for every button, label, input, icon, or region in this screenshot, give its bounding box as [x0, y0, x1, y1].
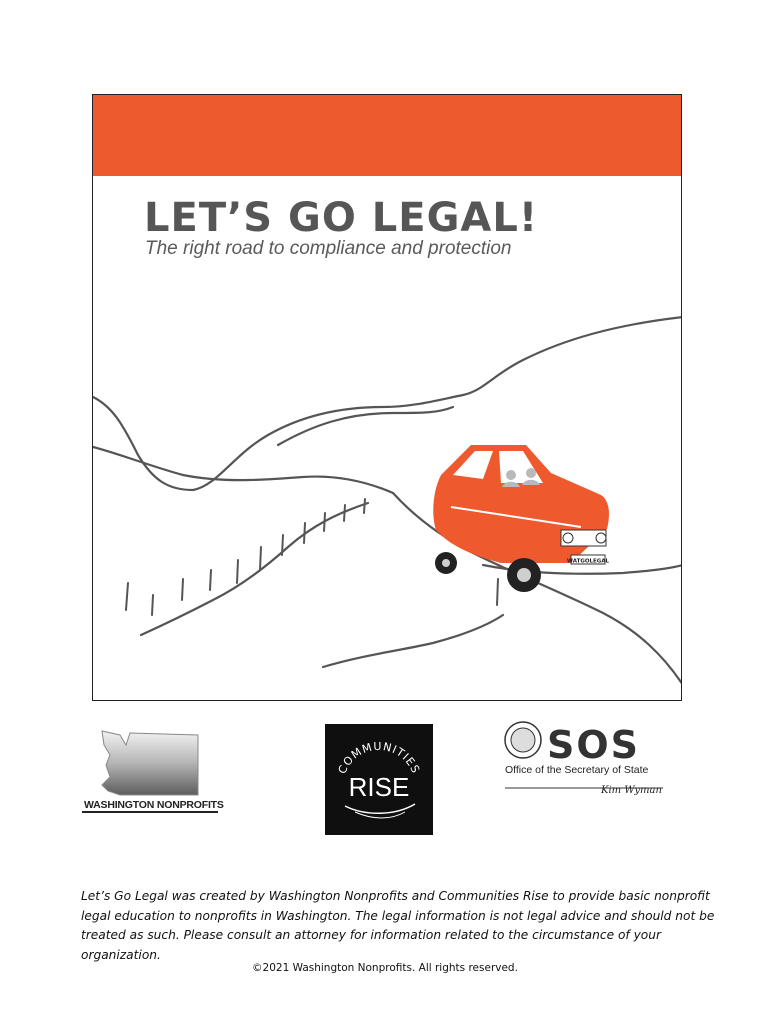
signature: Kim Wyman	[601, 785, 662, 796]
road-illustration	[93, 95, 682, 701]
fence-post	[344, 505, 345, 521]
orange-car	[433, 445, 609, 592]
fence-post	[282, 535, 283, 555]
fence-post	[324, 513, 325, 531]
passenger	[526, 468, 536, 478]
fence-post	[210, 570, 211, 590]
secretary-of-state-logo	[503, 720, 673, 800]
mountain-line-mid	[278, 407, 453, 445]
passenger	[506, 470, 516, 480]
car-hubcap	[442, 559, 450, 567]
headlight	[596, 533, 606, 543]
mountain-line-far	[93, 317, 682, 490]
road-shoulder	[141, 503, 368, 635]
fence-post	[304, 523, 305, 543]
disclaimer-text: Let’s Go Legal was created by Washington Nonprofits and Communities Rise to provide basic nonprofit legal education to nonprofits in Washington. The legal information is not legal advice and should not be treated as such. Please consult an attorney for information related to the circumstance of your organization.	[81, 889, 715, 962]
cover-title: LET’S GO LEGAL!	[144, 195, 539, 241]
washington-state-icon	[80, 725, 220, 800]
fence-post	[237, 560, 238, 583]
car-hubcap	[517, 568, 531, 582]
fence-post	[260, 547, 261, 570]
communities-rise-logo	[325, 724, 433, 835]
logo-underline	[82, 811, 218, 813]
sos-tagline: Office of the Secretary of State	[505, 764, 649, 776]
fence-post	[126, 583, 128, 610]
headlight	[563, 533, 573, 543]
fence-post	[182, 579, 183, 600]
washington-nonprofits-logo	[80, 725, 224, 815]
sos-letters: SOS	[547, 723, 641, 767]
cover-subtitle: The right road to compliance and protection	[145, 238, 512, 259]
road-edge-lower	[323, 615, 503, 667]
cover-image	[92, 94, 682, 701]
copyright-text: ©2021 Washington Nonprofits. All rights reserved.	[252, 962, 518, 974]
rise-text: RISE	[348, 772, 410, 802]
fence-post	[497, 579, 498, 605]
fence-post	[364, 499, 365, 513]
fence-post	[152, 595, 153, 615]
washington-nonprofits-label: WASHINGTON NONPROFITS	[84, 799, 224, 811]
license-plate-text: WATGOLEGAL	[566, 558, 610, 565]
communities-arc-text: COMMUNITIES	[335, 739, 423, 776]
